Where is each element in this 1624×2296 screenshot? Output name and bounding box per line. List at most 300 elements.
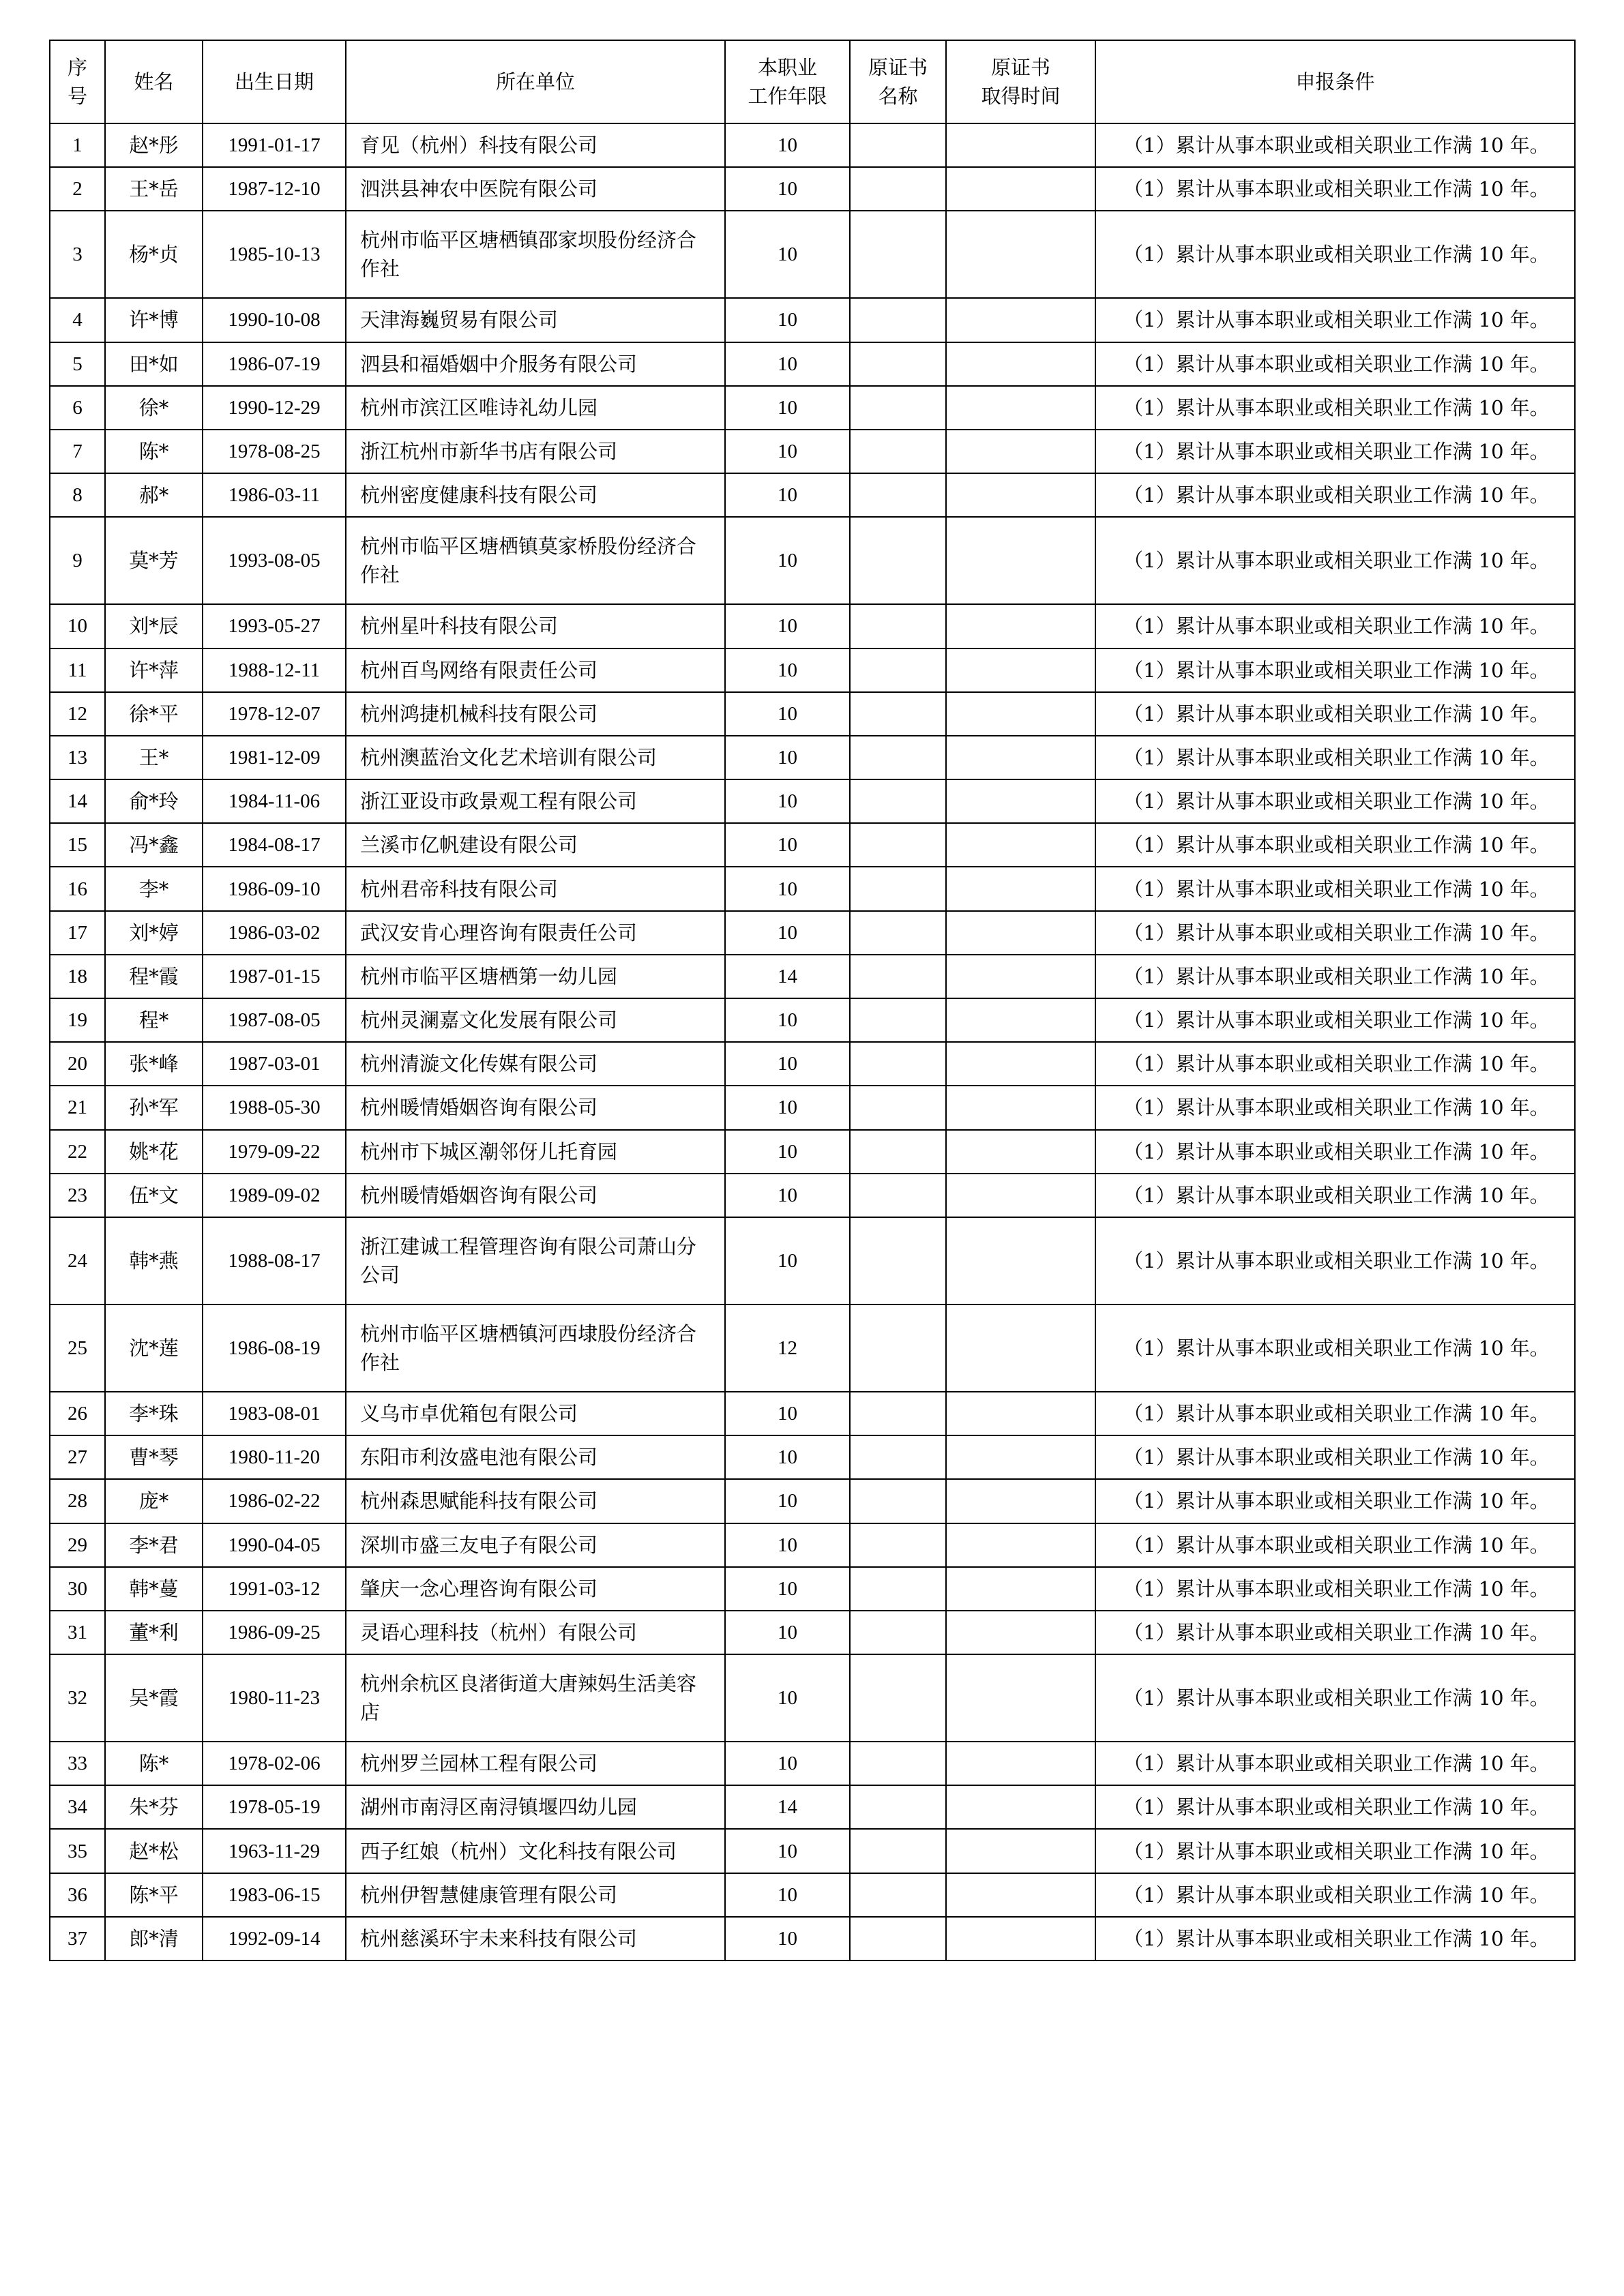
cell-condition: （1）累计从事本职业或相关职业工作满 10 年。 bbox=[1095, 823, 1575, 867]
cell-birth: 1986-02-22 bbox=[203, 1479, 346, 1523]
cell-birth: 1984-08-17 bbox=[203, 823, 346, 867]
cell-cert-time bbox=[946, 298, 1095, 342]
cell-condition: （1）累计从事本职业或相关职业工作满 10 年。 bbox=[1095, 604, 1575, 648]
cell-unit: 杭州暖情婚姻咨询有限公司 bbox=[346, 1174, 725, 1217]
cell-birth: 1979-09-22 bbox=[203, 1130, 346, 1174]
cell-seq: 15 bbox=[50, 823, 105, 867]
cell-unit: 杭州灵澜嘉文化发展有限公司 bbox=[346, 998, 725, 1042]
cell-cert-name bbox=[850, 1785, 946, 1829]
cell-seq: 21 bbox=[50, 1086, 105, 1129]
cell-unit: 武汉安肯心理咨询有限责任公司 bbox=[346, 911, 725, 955]
cell-cert-time bbox=[946, 1304, 1095, 1392]
cell-name: 李*珠 bbox=[105, 1392, 203, 1435]
cell-birth: 1991-01-17 bbox=[203, 123, 346, 167]
cell-name: 许*博 bbox=[105, 298, 203, 342]
cell-years: 10 bbox=[725, 517, 850, 604]
cell-condition: （1）累计从事本职业或相关职业工作满 10 年。 bbox=[1095, 1086, 1575, 1129]
cell-years: 14 bbox=[725, 1785, 850, 1829]
cell-birth: 1993-08-05 bbox=[203, 517, 346, 604]
cell-cert-time bbox=[946, 1217, 1095, 1304]
cell-birth: 1986-07-19 bbox=[203, 342, 346, 386]
cell-cert-time bbox=[946, 1523, 1095, 1567]
cell-condition: （1）累计从事本职业或相关职业工作满 10 年。 bbox=[1095, 1523, 1575, 1567]
cell-seq: 12 bbox=[50, 692, 105, 736]
cell-name: 俞*玲 bbox=[105, 779, 203, 823]
cell-cert-time bbox=[946, 736, 1095, 779]
cell-years: 10 bbox=[725, 823, 850, 867]
cell-condition: （1）累计从事本职业或相关职业工作满 10 年。 bbox=[1095, 998, 1575, 1042]
cell-cert-name bbox=[850, 1435, 946, 1479]
cell-cert-time bbox=[946, 1086, 1095, 1129]
table-row bbox=[50, 867, 1575, 910]
header-cert-time bbox=[946, 40, 1095, 123]
header-years-line-1: 本职业 bbox=[757, 55, 817, 79]
header-cert-name-line-1: 原证书 bbox=[868, 55, 928, 79]
cell-seq: 14 bbox=[50, 779, 105, 823]
table-row bbox=[50, 604, 1575, 648]
cell-seq: 35 bbox=[50, 1829, 105, 1873]
cell-cert-name bbox=[850, 1611, 946, 1654]
table-row bbox=[50, 692, 1575, 736]
cell-years: 10 bbox=[725, 1479, 850, 1523]
cell-unit: 杭州伊智慧健康管理有限公司 bbox=[346, 1873, 725, 1917]
cell-unit: 灵语心理科技（杭州）有限公司 bbox=[346, 1611, 725, 1654]
header-seq bbox=[50, 40, 105, 123]
cell-birth: 1987-12-10 bbox=[203, 167, 346, 211]
cell-years: 10 bbox=[725, 167, 850, 211]
cell-name: 朱*芬 bbox=[105, 1785, 203, 1829]
cell-seq: 32 bbox=[50, 1654, 105, 1742]
cell-cert-time bbox=[946, 648, 1095, 692]
cell-condition: （1）累计从事本职业或相关职业工作满 10 年。 bbox=[1095, 1567, 1575, 1611]
cell-unit: 兰溪市亿帆建设有限公司 bbox=[346, 823, 725, 867]
cell-birth: 1981-12-09 bbox=[203, 736, 346, 779]
cell-cert-name bbox=[850, 298, 946, 342]
cell-cert-time bbox=[946, 1611, 1095, 1654]
cell-cert-name bbox=[850, 1523, 946, 1567]
cell-seq: 36 bbox=[50, 1873, 105, 1917]
cell-name: 孙*军 bbox=[105, 1086, 203, 1129]
table-row bbox=[50, 1611, 1575, 1654]
cell-name: 韩*蔓 bbox=[105, 1567, 203, 1611]
cell-years: 10 bbox=[725, 386, 850, 430]
cell-name: 李*君 bbox=[105, 1523, 203, 1567]
cell-cert-name bbox=[850, 692, 946, 736]
cell-years: 10 bbox=[725, 1611, 850, 1654]
header-seq-line-2: 号 bbox=[67, 85, 87, 108]
cell-name: 李* bbox=[105, 867, 203, 910]
table-row bbox=[50, 1829, 1575, 1873]
cell-cert-time bbox=[946, 604, 1095, 648]
cell-years: 10 bbox=[725, 1567, 850, 1611]
cell-birth: 1978-05-19 bbox=[203, 1785, 346, 1829]
cell-cert-name bbox=[850, 998, 946, 1042]
cell-condition: （1）累计从事本职业或相关职业工作满 10 年。 bbox=[1095, 386, 1575, 430]
cell-unit: 肇庆一念心理咨询有限公司 bbox=[346, 1567, 725, 1611]
table-row bbox=[50, 298, 1575, 342]
cell-name: 庞* bbox=[105, 1479, 203, 1523]
cell-condition: （1）累计从事本职业或相关职业工作满 10 年。 bbox=[1095, 298, 1575, 342]
cell-cert-name bbox=[850, 1304, 946, 1392]
cell-condition: （1）累计从事本职业或相关职业工作满 10 年。 bbox=[1095, 1479, 1575, 1523]
cell-seq: 33 bbox=[50, 1742, 105, 1785]
cell-seq: 7 bbox=[50, 430, 105, 473]
cell-unit: 杭州澳蓝治文化艺术培训有限公司 bbox=[346, 736, 725, 779]
table-row bbox=[50, 736, 1575, 779]
table-row bbox=[50, 779, 1575, 823]
cell-years: 10 bbox=[725, 1174, 850, 1217]
cell-cert-time bbox=[946, 1479, 1095, 1523]
cell-cert-name bbox=[850, 736, 946, 779]
cell-name: 徐*平 bbox=[105, 692, 203, 736]
cell-birth: 1988-12-11 bbox=[203, 648, 346, 692]
cell-name: 王* bbox=[105, 736, 203, 779]
cell-years: 10 bbox=[725, 1217, 850, 1304]
cell-condition: （1）累计从事本职业或相关职业工作满 10 年。 bbox=[1095, 1217, 1575, 1304]
cell-cert-time bbox=[946, 123, 1095, 167]
cell-cert-name bbox=[850, 604, 946, 648]
table-row bbox=[50, 386, 1575, 430]
table-row bbox=[50, 911, 1575, 955]
cell-cert-name bbox=[850, 911, 946, 955]
cell-unit: 义乌市卓优箱包有限公司 bbox=[346, 1392, 725, 1435]
cell-cert-time bbox=[946, 473, 1095, 517]
cell-unit: 杭州暖情婚姻咨询有限公司 bbox=[346, 1086, 725, 1129]
cell-name: 伍*文 bbox=[105, 1174, 203, 1217]
table-row bbox=[50, 823, 1575, 867]
cell-years: 10 bbox=[725, 211, 850, 298]
cell-unit: 东阳市利汝盛电池有限公司 bbox=[346, 1435, 725, 1479]
cell-condition: （1）累计从事本职业或相关职业工作满 10 年。 bbox=[1095, 1435, 1575, 1479]
cell-unit: 浙江杭州市新华书店有限公司 bbox=[346, 430, 725, 473]
cell-unit: 杭州余杭区良渚街道大唐辣妈生活美容店 bbox=[346, 1654, 725, 1742]
cell-name: 赵*彤 bbox=[105, 123, 203, 167]
cell-name: 冯*鑫 bbox=[105, 823, 203, 867]
cell-cert-name bbox=[850, 1742, 946, 1785]
cell-cert-name bbox=[850, 211, 946, 298]
cell-name: 许*萍 bbox=[105, 648, 203, 692]
cell-condition: （1）累计从事本职业或相关职业工作满 10 年。 bbox=[1095, 517, 1575, 604]
header-cert-time-line-2: 取得时间 bbox=[981, 85, 1061, 108]
cell-cert-time bbox=[946, 998, 1095, 1042]
applicant-table bbox=[49, 40, 1576, 1961]
cell-unit: 杭州市临平区塘栖镇河西埭股份经济合作社 bbox=[346, 1304, 725, 1392]
cell-birth: 1992-09-14 bbox=[203, 1917, 346, 1960]
cell-name: 吴*霞 bbox=[105, 1654, 203, 1742]
cell-unit: 西子红娘（杭州）文化科技有限公司 bbox=[346, 1829, 725, 1873]
cell-unit: 杭州市下城区潮邻伢儿托育园 bbox=[346, 1130, 725, 1174]
cell-cert-name bbox=[850, 342, 946, 386]
cell-unit: 深圳市盛三友电子有限公司 bbox=[346, 1523, 725, 1567]
cell-condition: （1）累计从事本职业或相关职业工作满 10 年。 bbox=[1095, 430, 1575, 473]
cell-years: 10 bbox=[725, 1829, 850, 1873]
cell-years: 14 bbox=[725, 955, 850, 998]
table-row bbox=[50, 1217, 1575, 1304]
header-years bbox=[725, 40, 850, 123]
cell-unit: 育见（杭州）科技有限公司 bbox=[346, 123, 725, 167]
cell-seq: 20 bbox=[50, 1042, 105, 1086]
cell-unit: 杭州慈溪环宇未来科技有限公司 bbox=[346, 1917, 725, 1960]
cell-cert-time bbox=[946, 1435, 1095, 1479]
cell-unit: 杭州君帝科技有限公司 bbox=[346, 867, 725, 910]
cell-condition: （1）累计从事本职业或相关职业工作满 10 年。 bbox=[1095, 1785, 1575, 1829]
cell-unit: 杭州清漩文化传媒有限公司 bbox=[346, 1042, 725, 1086]
cell-name: 韩*燕 bbox=[105, 1217, 203, 1304]
header-cert-name-line-2: 名称 bbox=[878, 85, 918, 108]
cell-cert-name bbox=[850, 1479, 946, 1523]
cell-birth: 1980-11-23 bbox=[203, 1654, 346, 1742]
cell-seq: 31 bbox=[50, 1611, 105, 1654]
cell-birth: 1963-11-29 bbox=[203, 1829, 346, 1873]
table-row bbox=[50, 342, 1575, 386]
cell-seq: 5 bbox=[50, 342, 105, 386]
table-row bbox=[50, 167, 1575, 211]
cell-name: 程*霞 bbox=[105, 955, 203, 998]
cell-seq: 4 bbox=[50, 298, 105, 342]
cell-birth: 1988-08-17 bbox=[203, 1217, 346, 1304]
cell-cert-name bbox=[850, 1917, 946, 1960]
cell-condition: （1）累计从事本职业或相关职业工作满 10 年。 bbox=[1095, 911, 1575, 955]
cell-birth: 1986-09-10 bbox=[203, 867, 346, 910]
cell-unit: 杭州市临平区塘栖镇邵家坝股份经济合作社 bbox=[346, 211, 725, 298]
cell-condition: （1）累计从事本职业或相关职业工作满 10 年。 bbox=[1095, 342, 1575, 386]
cell-seq: 16 bbox=[50, 867, 105, 910]
cell-name: 莫*芳 bbox=[105, 517, 203, 604]
cell-cert-time bbox=[946, 1785, 1095, 1829]
cell-birth: 1983-08-01 bbox=[203, 1392, 346, 1435]
header-condition: 申报条件 bbox=[1095, 40, 1575, 123]
cell-condition: （1）累计从事本职业或相关职业工作满 10 年。 bbox=[1095, 692, 1575, 736]
cell-seq: 19 bbox=[50, 998, 105, 1042]
cell-name: 沈*莲 bbox=[105, 1304, 203, 1392]
cell-birth: 1989-09-02 bbox=[203, 1174, 346, 1217]
cell-condition: （1）累计从事本职业或相关职业工作满 10 年。 bbox=[1095, 648, 1575, 692]
cell-seq: 1 bbox=[50, 123, 105, 167]
cell-cert-name bbox=[850, 867, 946, 910]
cell-unit: 浙江亚设市政景观工程有限公司 bbox=[346, 779, 725, 823]
cell-name: 陈*平 bbox=[105, 1873, 203, 1917]
cell-cert-name bbox=[850, 386, 946, 430]
cell-condition: （1）累计从事本职业或相关职业工作满 10 年。 bbox=[1095, 1174, 1575, 1217]
cell-condition: （1）累计从事本职业或相关职业工作满 10 年。 bbox=[1095, 211, 1575, 298]
cell-name: 姚*花 bbox=[105, 1130, 203, 1174]
cell-name: 曹*琴 bbox=[105, 1435, 203, 1479]
cell-years: 10 bbox=[725, 1435, 850, 1479]
cell-birth: 1978-08-25 bbox=[203, 430, 346, 473]
table-row bbox=[50, 1567, 1575, 1611]
table-row bbox=[50, 998, 1575, 1042]
cell-seq: 13 bbox=[50, 736, 105, 779]
table-row bbox=[50, 1086, 1575, 1129]
table-row bbox=[50, 1917, 1575, 1960]
cell-cert-time bbox=[946, 911, 1095, 955]
table-row bbox=[50, 1479, 1575, 1523]
cell-seq: 9 bbox=[50, 517, 105, 604]
cell-cert-time bbox=[946, 955, 1095, 998]
cell-condition: （1）累计从事本职业或相关职业工作满 10 年。 bbox=[1095, 473, 1575, 517]
cell-unit: 泗洪县神农中医院有限公司 bbox=[346, 167, 725, 211]
table-row bbox=[50, 1742, 1575, 1785]
cell-years: 10 bbox=[725, 1523, 850, 1567]
cell-cert-name bbox=[850, 430, 946, 473]
cell-unit: 杭州市临平区塘栖第一幼儿园 bbox=[346, 955, 725, 998]
cell-condition: （1）累计从事本职业或相关职业工作满 10 年。 bbox=[1095, 123, 1575, 167]
cell-name: 赵*松 bbox=[105, 1829, 203, 1873]
cell-unit: 杭州鸿捷机械科技有限公司 bbox=[346, 692, 725, 736]
cell-name: 程* bbox=[105, 998, 203, 1042]
cell-cert-time bbox=[946, 1130, 1095, 1174]
cell-seq: 28 bbox=[50, 1479, 105, 1523]
cell-cert-time bbox=[946, 167, 1095, 211]
cell-name: 陈* bbox=[105, 430, 203, 473]
cell-years: 10 bbox=[725, 1086, 850, 1129]
cell-cert-time bbox=[946, 1829, 1095, 1873]
cell-cert-name bbox=[850, 823, 946, 867]
cell-name: 陈* bbox=[105, 1742, 203, 1785]
cell-cert-name bbox=[850, 1217, 946, 1304]
cell-years: 10 bbox=[725, 779, 850, 823]
cell-condition: （1）累计从事本职业或相关职业工作满 10 年。 bbox=[1095, 1829, 1575, 1873]
cell-seq: 23 bbox=[50, 1174, 105, 1217]
cell-cert-name bbox=[850, 1567, 946, 1611]
header-unit: 所在单位 bbox=[346, 40, 725, 123]
cell-years: 10 bbox=[725, 430, 850, 473]
cell-cert-name bbox=[850, 1654, 946, 1742]
cell-cert-time bbox=[946, 1742, 1095, 1785]
cell-birth: 1991-03-12 bbox=[203, 1567, 346, 1611]
header-cert-time-line-1: 原证书 bbox=[990, 55, 1050, 79]
cell-years: 10 bbox=[725, 692, 850, 736]
cell-unit: 湖州市南浔区南浔镇堰四幼儿园 bbox=[346, 1785, 725, 1829]
cell-birth: 1978-02-06 bbox=[203, 1742, 346, 1785]
cell-years: 10 bbox=[725, 867, 850, 910]
cell-cert-time bbox=[946, 430, 1095, 473]
cell-condition: （1）累计从事本职业或相关职业工作满 10 年。 bbox=[1095, 867, 1575, 910]
cell-seq: 17 bbox=[50, 911, 105, 955]
cell-years: 10 bbox=[725, 1392, 850, 1435]
cell-name: 董*利 bbox=[105, 1611, 203, 1654]
cell-birth: 1987-08-05 bbox=[203, 998, 346, 1042]
cell-unit: 泗县和福婚姻中介服务有限公司 bbox=[346, 342, 725, 386]
cell-name: 郎*清 bbox=[105, 1917, 203, 1960]
cell-years: 10 bbox=[725, 1130, 850, 1174]
header-seq-line-1: 序 bbox=[67, 55, 87, 79]
cell-name: 徐* bbox=[105, 386, 203, 430]
cell-cert-name bbox=[850, 167, 946, 211]
cell-seq: 24 bbox=[50, 1217, 105, 1304]
cell-cert-name bbox=[850, 1042, 946, 1086]
cell-birth: 1988-05-30 bbox=[203, 1086, 346, 1129]
cell-condition: （1）累计从事本职业或相关职业工作满 10 年。 bbox=[1095, 1042, 1575, 1086]
cell-name: 张*峰 bbox=[105, 1042, 203, 1086]
cell-birth: 1983-06-15 bbox=[203, 1873, 346, 1917]
cell-years: 12 bbox=[725, 1304, 850, 1392]
table-row bbox=[50, 1304, 1575, 1392]
table-row bbox=[50, 211, 1575, 298]
cell-cert-name bbox=[850, 648, 946, 692]
cell-years: 10 bbox=[725, 604, 850, 648]
cell-birth: 1993-05-27 bbox=[203, 604, 346, 648]
cell-name: 刘*婷 bbox=[105, 911, 203, 955]
cell-cert-time bbox=[946, 1567, 1095, 1611]
cell-condition: （1）累计从事本职业或相关职业工作满 10 年。 bbox=[1095, 1611, 1575, 1654]
cell-unit: 天津海巍贸易有限公司 bbox=[346, 298, 725, 342]
cell-cert-time bbox=[946, 211, 1095, 298]
table-row bbox=[50, 1785, 1575, 1829]
cell-unit: 杭州森思赋能科技有限公司 bbox=[346, 1479, 725, 1523]
cell-name: 田*如 bbox=[105, 342, 203, 386]
cell-years: 10 bbox=[725, 1042, 850, 1086]
cell-name: 杨*贞 bbox=[105, 211, 203, 298]
cell-cert-name bbox=[850, 123, 946, 167]
cell-unit: 杭州市临平区塘栖镇莫家桥股份经济合作社 bbox=[346, 517, 725, 604]
cell-cert-time bbox=[946, 386, 1095, 430]
cell-seq: 30 bbox=[50, 1567, 105, 1611]
table-row bbox=[50, 1654, 1575, 1742]
cell-birth: 1990-10-08 bbox=[203, 298, 346, 342]
cell-birth: 1984-11-06 bbox=[203, 779, 346, 823]
table-row bbox=[50, 517, 1575, 604]
table-row bbox=[50, 1130, 1575, 1174]
cell-cert-name bbox=[850, 473, 946, 517]
cell-unit: 杭州密度健康科技有限公司 bbox=[346, 473, 725, 517]
cell-cert-time bbox=[946, 1654, 1095, 1742]
cell-cert-name bbox=[850, 1086, 946, 1129]
cell-birth: 1986-03-11 bbox=[203, 473, 346, 517]
table-row bbox=[50, 430, 1575, 473]
cell-cert-name bbox=[850, 517, 946, 604]
cell-seq: 27 bbox=[50, 1435, 105, 1479]
cell-cert-time bbox=[946, 1174, 1095, 1217]
cell-condition: （1）累计从事本职业或相关职业工作满 10 年。 bbox=[1095, 1392, 1575, 1435]
table-row bbox=[50, 1174, 1575, 1217]
cell-years: 10 bbox=[725, 1742, 850, 1785]
cell-name: 郝* bbox=[105, 473, 203, 517]
header-row bbox=[50, 40, 1575, 123]
cell-years: 10 bbox=[725, 123, 850, 167]
cell-seq: 22 bbox=[50, 1130, 105, 1174]
header-name: 姓名 bbox=[105, 40, 203, 123]
table-row bbox=[50, 1392, 1575, 1435]
cell-birth: 1986-09-25 bbox=[203, 1611, 346, 1654]
cell-unit: 杭州市滨江区唯诗礼幼儿园 bbox=[346, 386, 725, 430]
cell-seq: 25 bbox=[50, 1304, 105, 1392]
cell-cert-name bbox=[850, 1130, 946, 1174]
cell-cert-time bbox=[946, 1392, 1095, 1435]
cell-cert-name bbox=[850, 1873, 946, 1917]
cell-years: 10 bbox=[725, 1873, 850, 1917]
cell-birth: 1985-10-13 bbox=[203, 211, 346, 298]
table-row bbox=[50, 123, 1575, 167]
cell-cert-time bbox=[946, 1873, 1095, 1917]
cell-years: 10 bbox=[725, 648, 850, 692]
table-row bbox=[50, 473, 1575, 517]
table-row bbox=[50, 648, 1575, 692]
cell-unit: 杭州星叶科技有限公司 bbox=[346, 604, 725, 648]
cell-seq: 2 bbox=[50, 167, 105, 211]
cell-birth: 1987-01-15 bbox=[203, 955, 346, 998]
cell-cert-time bbox=[946, 342, 1095, 386]
cell-condition: （1）累计从事本职业或相关职业工作满 10 年。 bbox=[1095, 1130, 1575, 1174]
cell-years: 10 bbox=[725, 1654, 850, 1742]
cell-birth: 1986-08-19 bbox=[203, 1304, 346, 1392]
cell-cert-time bbox=[946, 692, 1095, 736]
cell-seq: 37 bbox=[50, 1917, 105, 1960]
cell-years: 10 bbox=[725, 473, 850, 517]
cell-seq: 11 bbox=[50, 648, 105, 692]
cell-condition: （1）累计从事本职业或相关职业工作满 10 年。 bbox=[1095, 1917, 1575, 1960]
cell-cert-time bbox=[946, 1042, 1095, 1086]
